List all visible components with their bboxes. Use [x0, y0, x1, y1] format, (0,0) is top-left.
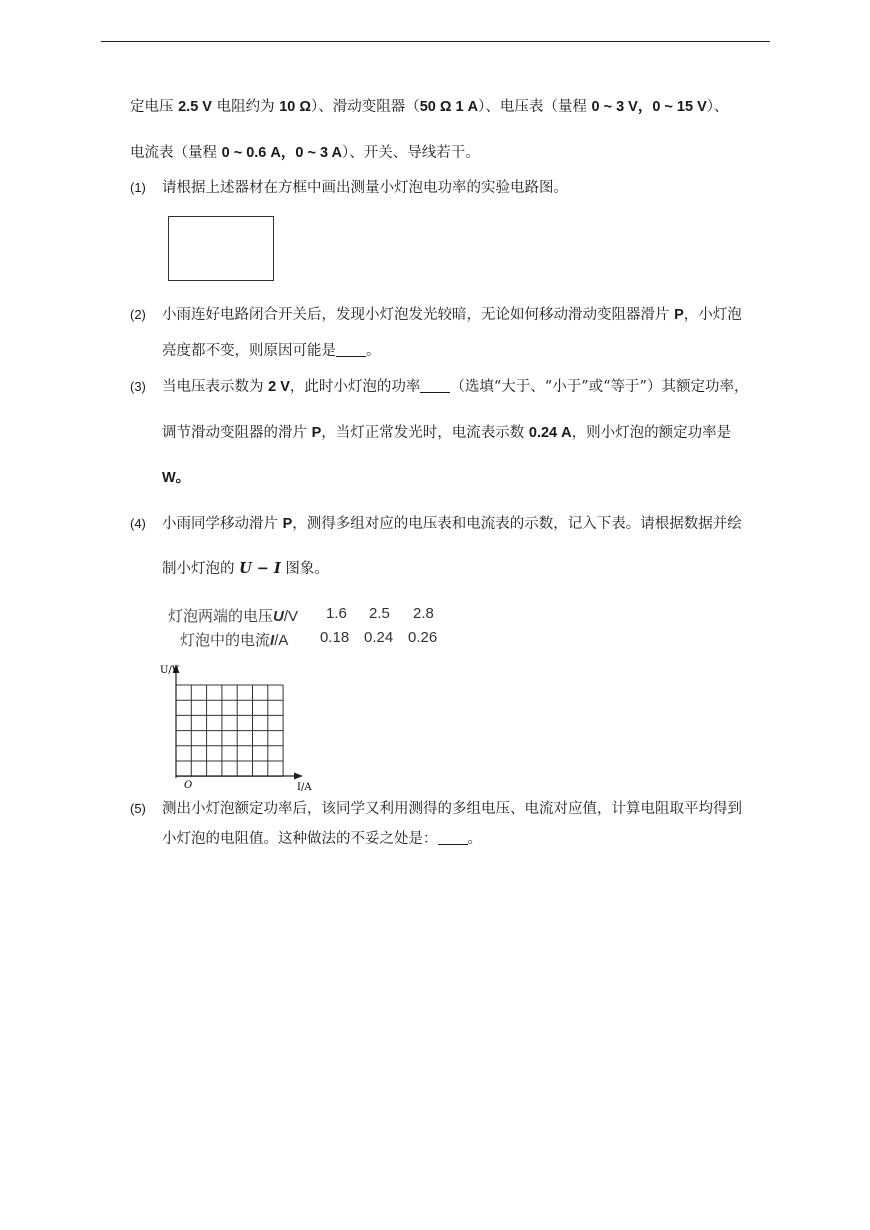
- current-reading: 0.24 A: [528, 425, 572, 441]
- intro-line-1: [130, 98, 729, 116]
- question-number: (1): [130, 180, 146, 195]
- q4-text: 图象。: [280, 561, 329, 577]
- intro-text: ）、: [706, 99, 729, 115]
- q2-text: ，小灯泡: [683, 307, 742, 323]
- voltage-unit: /V: [283, 608, 299, 625]
- resistance-value: 10 Ω: [279, 99, 311, 115]
- voltage-reading: 2 V: [268, 379, 290, 395]
- table-cell: 2.8: [413, 605, 434, 622]
- intro-text: ）、滑动变阻器（: [310, 99, 420, 115]
- u-i-graph[interactable]: [160, 660, 330, 795]
- question-5-line-1: 测出小灯泡额定功率后，该同学又利用测得的多组电压、电流对应值，计算电阻取平均得到: [162, 801, 742, 817]
- q3-text: ，则小灯泡的额定功率是: [571, 425, 732, 441]
- question-4-line-1: [162, 515, 742, 533]
- intro-text: 定电压: [130, 99, 179, 115]
- question-number: (2): [130, 307, 146, 322]
- q4-text: ，测得多组对应的电压表和电流表的示数，记入下表。请根据数据并绘: [292, 516, 742, 532]
- q2-text: 亮度都不变，则原因可能是: [162, 343, 336, 359]
- question-number: (3): [130, 379, 146, 394]
- answer-blank[interactable]: [438, 831, 468, 845]
- origin-label: O: [184, 780, 193, 791]
- voltmeter-range-1: 0 ~ 3 V: [591, 99, 638, 115]
- q3-text: 当电压表示数为: [162, 379, 269, 395]
- voltage-symbol: U: [273, 608, 284, 625]
- intro-text: ，: [280, 145, 296, 161]
- x-axis-arrow-icon: [294, 773, 303, 780]
- question-5-line-2: [162, 830, 482, 848]
- x-axis-label: I/A: [297, 782, 312, 793]
- intro-text: ）、开关、导线若干。: [341, 145, 480, 161]
- question-number: (4): [130, 516, 146, 531]
- intro-line-2: [130, 144, 480, 162]
- table-cell: 2.5: [369, 605, 390, 622]
- rheostat-spec: 50 Ω 1 A: [419, 99, 479, 115]
- ammeter-range-2: 0 ~ 3 A: [295, 145, 342, 161]
- question-3-line-2: [162, 424, 731, 442]
- current-label: 灯泡中的电流: [180, 632, 271, 649]
- question-2-line-1: [162, 306, 742, 324]
- q3-text: （选填“大于、“小于”或“等于”）其额定功率，: [450, 379, 749, 395]
- slider-p: P: [674, 307, 684, 323]
- current-symbol: I: [270, 632, 275, 649]
- question-number: (5): [130, 801, 146, 816]
- q4-text: 小雨同学移动滑片: [162, 516, 283, 532]
- slider-p: P: [311, 425, 322, 441]
- intro-text: ）、电压表（量程: [478, 99, 592, 115]
- graph-grid: [176, 685, 283, 776]
- q5-text: 小灯泡的电阻值。这种做法的不妥之处是：: [162, 831, 438, 847]
- u-i-symbol: U − I: [239, 560, 281, 577]
- table-cell: 0.24: [364, 629, 394, 646]
- q3-text: ，当灯正常发光时，电流表示数: [321, 425, 529, 441]
- q4-text: 制小灯泡的: [162, 561, 240, 577]
- question-4-line-2: [162, 560, 329, 578]
- question-3-line-3: W。: [162, 470, 191, 486]
- q5-text: 。: [467, 831, 482, 847]
- rated-voltage: 2.5 V: [178, 99, 212, 115]
- ammeter-range-1: 0 ~ 0.6 A: [221, 145, 281, 161]
- intro-text: 电阻约为: [211, 99, 280, 115]
- question-1-text: 请根据上述器材在方框中画出测量小灯泡电功率的实验电路图。: [162, 180, 568, 196]
- current-unit: /A: [274, 632, 289, 649]
- table-row-current-label: [180, 629, 288, 650]
- table-cell: 1.6: [326, 605, 347, 622]
- slider-p: P: [282, 516, 293, 532]
- q2-text: 。: [366, 343, 381, 359]
- answer-blank[interactable]: [420, 379, 450, 393]
- circuit-drawing-box[interactable]: [168, 216, 274, 281]
- answer-blank[interactable]: [336, 343, 366, 357]
- header-rule: [101, 41, 770, 42]
- intro-text: 电流表（量程: [130, 145, 222, 161]
- voltmeter-range-2: 0 ~ 15 V: [652, 99, 707, 115]
- voltage-label: 灯泡两端的电压: [168, 608, 274, 625]
- q3-text: 调节滑动变阻器的滑片: [162, 425, 312, 441]
- question-2-line-2: [162, 342, 381, 360]
- y-axis-label: U/V: [160, 665, 180, 676]
- table-row-voltage-label: [168, 605, 298, 626]
- q3-text: ，此时小灯泡的功率: [289, 379, 421, 395]
- intro-text: ，: [637, 99, 653, 115]
- table-cell: 0.18: [320, 629, 350, 646]
- table-cell: 0.26: [408, 629, 438, 646]
- question-3-line-1: [162, 378, 748, 396]
- q2-text: 小雨连好电路闭合开关后，发现小灯泡发光较暗，无论如何移动滑动变阻器滑片: [162, 307, 675, 323]
